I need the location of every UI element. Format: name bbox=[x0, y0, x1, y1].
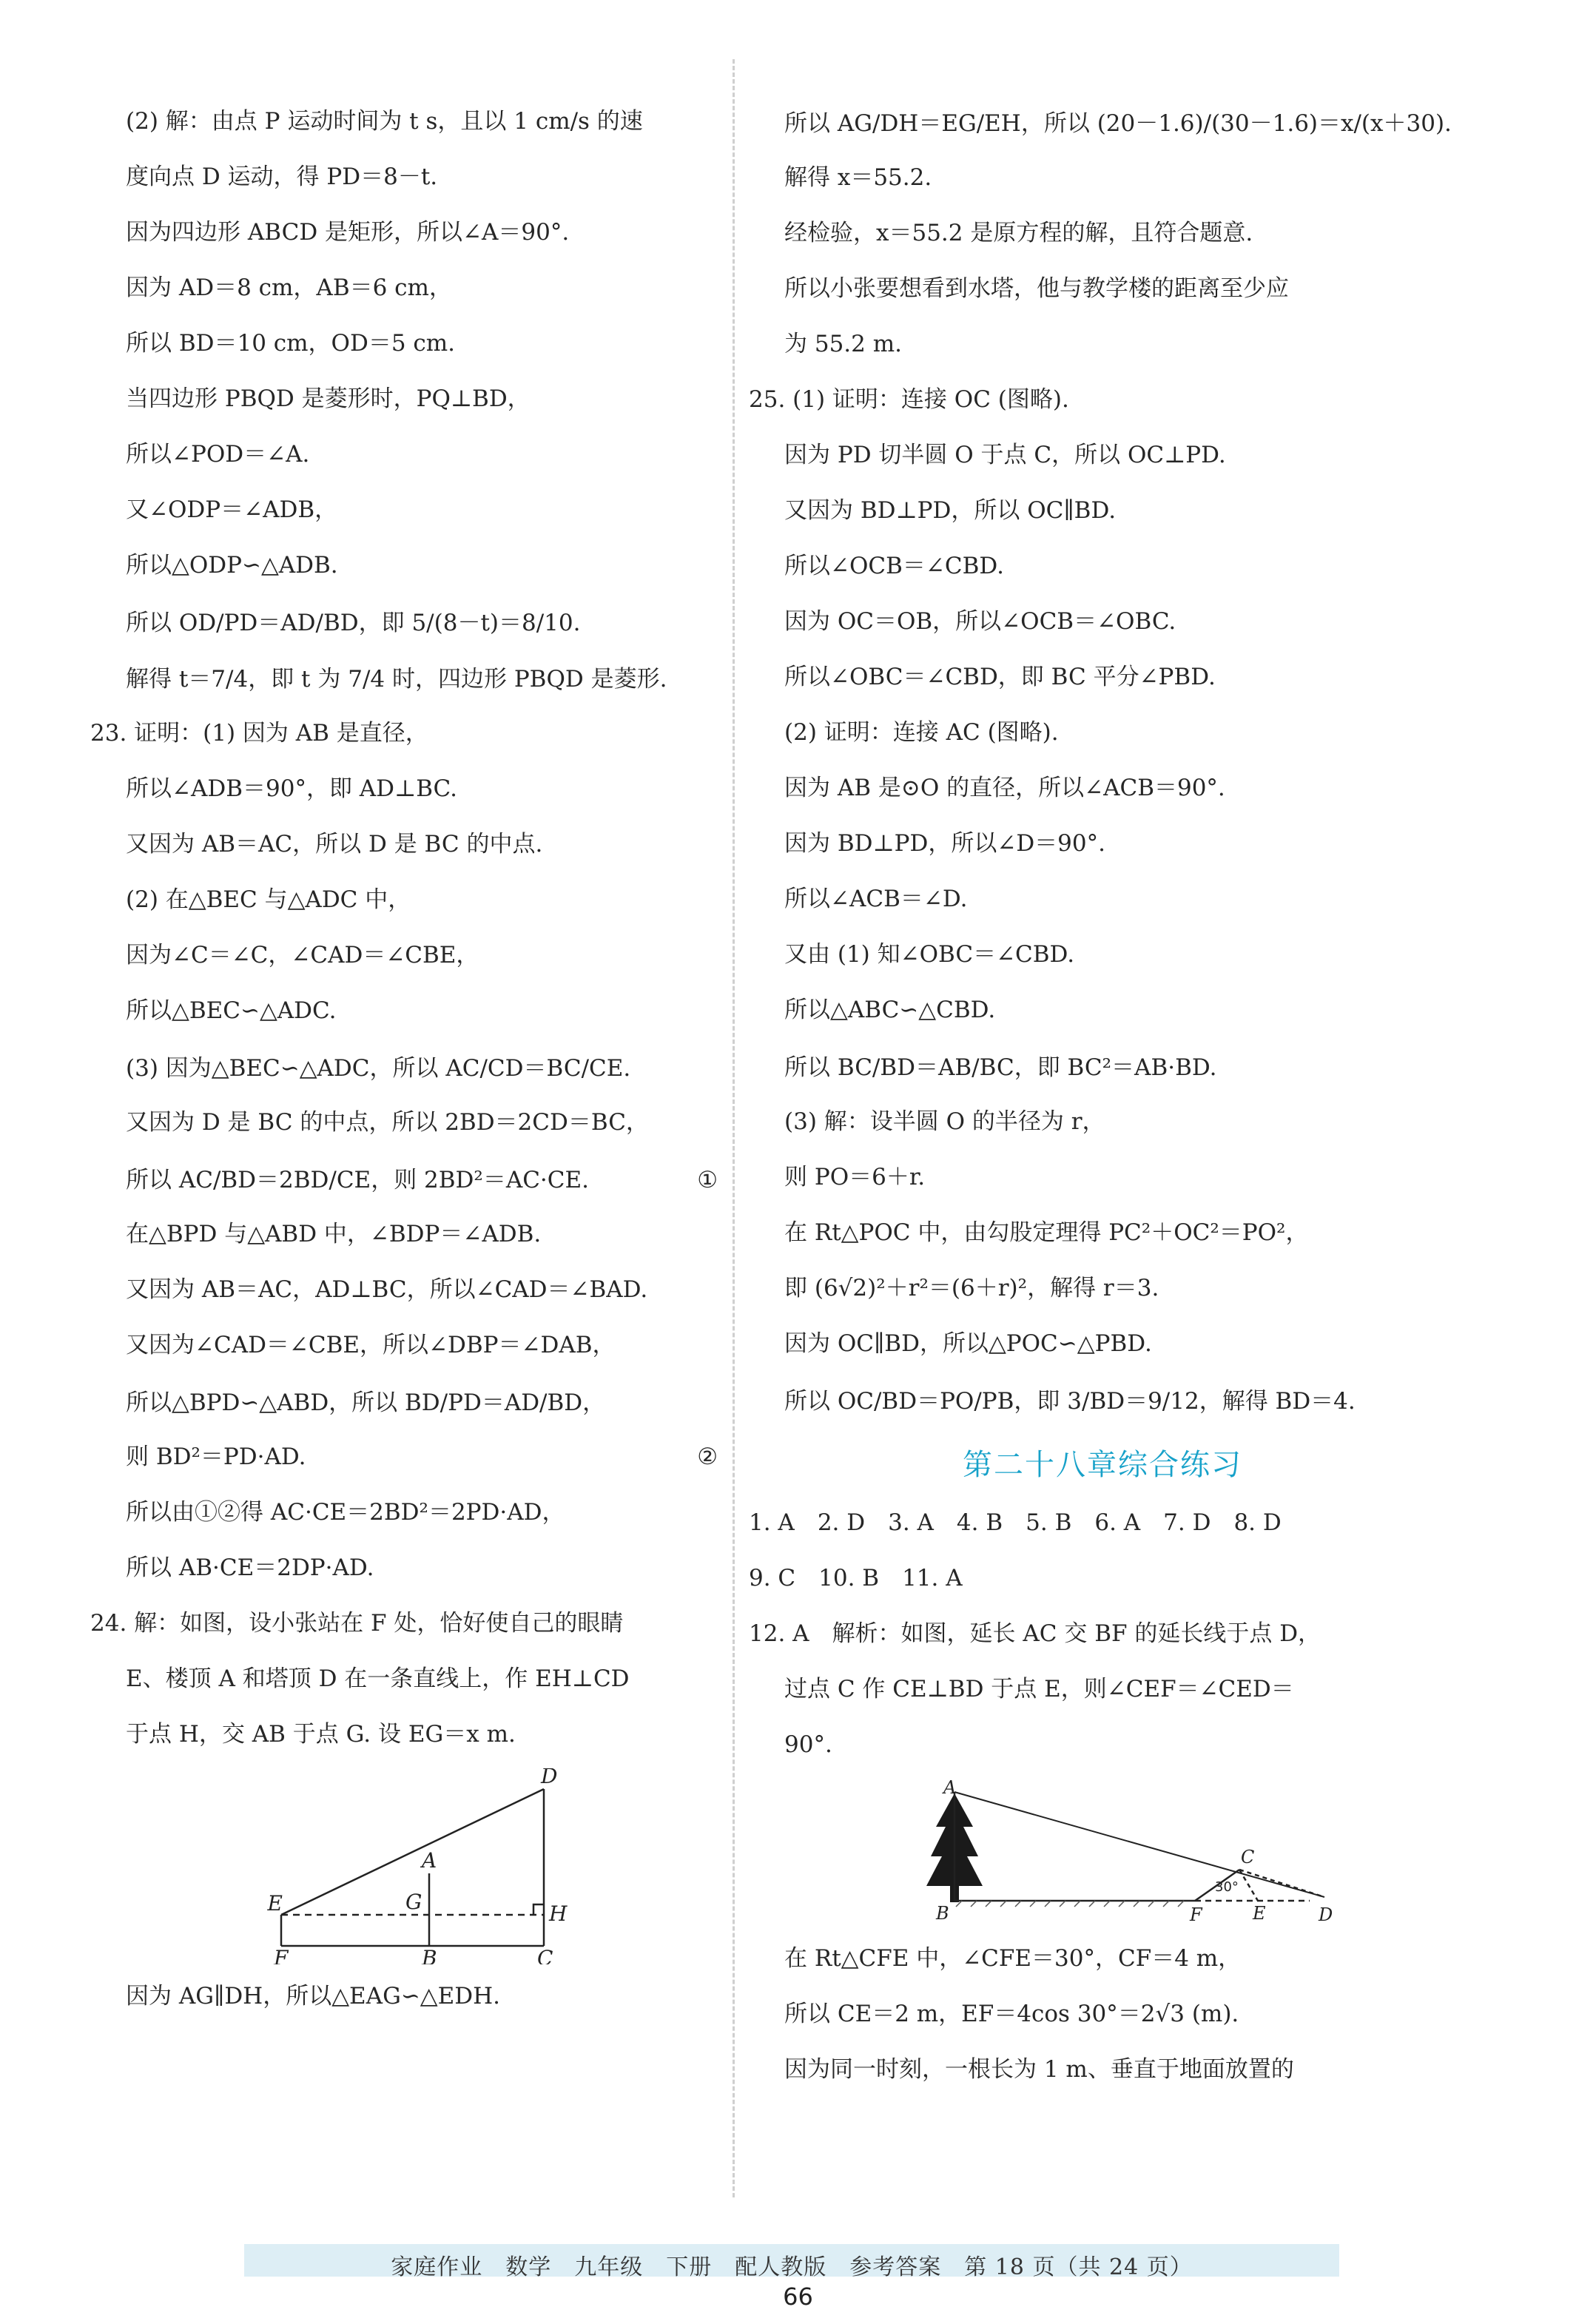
figure-24-diagram bbox=[126, 1768, 718, 1964]
text-line: 又因为 AB＝AC，AD⊥BC，所以∠CAD＝∠BAD. bbox=[126, 1276, 648, 1303]
text-line: 因为 AB 是⊙O 的直径，所以∠ACB＝90°. bbox=[784, 775, 1225, 801]
chapter-heading: 第二十八章综合练习 bbox=[963, 1448, 1242, 1482]
text-line: 在 Rt△POC 中，由勾股定理得 PC²＋OC²＝PO²， bbox=[784, 1219, 1309, 1246]
footer-text: 家庭作业 数学 九年级 下册 配人教版 参考答案 第 18 页（共 24 页） bbox=[391, 2254, 1193, 2280]
question-12-line: 12. A 解析：如图，延长 AC 交 BF 的延长线于点 D， bbox=[749, 1620, 1321, 1647]
text-line: 因为四边形 ABCD 是矩形，所以∠A＝90°. bbox=[126, 219, 570, 246]
text-line: 所以 BD＝10 cm，OD＝5 cm. bbox=[126, 330, 456, 357]
text-line: 所以△ODP∽△ADB. bbox=[126, 552, 338, 579]
text-line: 过点 C 作 CE⊥BD 于点 E，则∠CEF＝∠CED＝ bbox=[784, 1676, 1294, 1702]
text-line: 经检验，x＝55.2 是原方程的解，且符合题意. bbox=[784, 220, 1253, 246]
text-line: 又因为 D 是 BC 的中点，所以 2BD＝2CD＝BC， bbox=[126, 1109, 649, 1136]
text-line: 因为∠C＝∠C，∠CAD＝∠CBE， bbox=[126, 942, 479, 969]
text-line: 所以由①②得 AC·CE＝2BD²＝2PD·AD， bbox=[126, 1499, 565, 1526]
label-C: C bbox=[1241, 1847, 1255, 1867]
footer-band bbox=[244, 2244, 1339, 2280]
text-line: 则 PO＝6＋r. bbox=[784, 1164, 926, 1190]
text-line: E、楼顶 A 和塔顶 D 在一条直线上，作 EH⊥CD bbox=[126, 1665, 630, 1692]
text-line: 于点 H，交 AB 于点 G. 设 EG＝x m. bbox=[126, 1721, 516, 1748]
text-line: 所以△BPD∽△ABD，所以 BD/PD＝AD/BD， bbox=[126, 1389, 606, 1416]
column-divider bbox=[733, 59, 735, 2197]
right-column bbox=[749, 107, 1452, 2111]
text-line: 所以∠ADB＝90°，即 AD⊥BC. bbox=[126, 775, 458, 802]
label-D: D bbox=[1319, 1904, 1333, 1925]
answers-row-1: 1. A 2. D 3. A 4. B 5. B 6. A 7. D 8. D bbox=[749, 1509, 1282, 1536]
text-line: 为 55.2 m. bbox=[784, 331, 902, 357]
text-line: 因为 OC∥BD，所以△POC∽△PBD. bbox=[784, 1330, 1152, 1357]
question-25-line: 25. (1) 证明：连接 OC (图略). bbox=[749, 386, 1069, 413]
circled-mark-1: ① bbox=[697, 1167, 718, 1193]
text-line: 在△BPD 与△ABD 中，∠BDP＝∠ADB. bbox=[126, 1221, 542, 1247]
question-23-line: 23. 证明：(1) 因为 AB 是直径， bbox=[90, 720, 428, 747]
label-E: E bbox=[1253, 1903, 1266, 1924]
text-line: 所以 OD/PD＝AD/BD，即 5/(8－t)＝8/10. bbox=[126, 610, 581, 636]
text-line: 所以∠OCB＝∠CBD. bbox=[784, 553, 1004, 579]
text-line: 度向点 D 运动，得 PD＝8－t. bbox=[126, 164, 438, 190]
text-line: 因为 BD⊥PD，所以∠D＝90°. bbox=[784, 830, 1105, 857]
text-line: 当四边形 PBQD 是菱形时，PQ⊥BD， bbox=[126, 385, 531, 412]
label-G: G bbox=[405, 1890, 422, 1914]
label-F: F bbox=[274, 1946, 289, 1964]
angle-label: 30° bbox=[1215, 1879, 1239, 1895]
answers-row-2: 9. C 10. B 11. A bbox=[749, 1565, 963, 1591]
text-line: (2) 解：由点 P 运动时间为 t s，且以 1 cm/s 的速 bbox=[126, 108, 643, 135]
text-line: 所以 AB·CE＝2DP·AD. bbox=[126, 1554, 374, 1581]
label-F: F bbox=[1190, 1904, 1202, 1925]
text-line: 在 Rt△CFE 中，∠CFE＝30°，CF＝4 m， bbox=[784, 1945, 1242, 1972]
text-line: 因为 AD＝8 cm，AB＝6 cm， bbox=[126, 274, 452, 301]
label-B: B bbox=[422, 1946, 437, 1964]
page-number: 66 bbox=[783, 2283, 813, 2311]
text-line: 所以∠OBC＝∠CBD，即 BC 平分∠PBD. bbox=[784, 664, 1216, 690]
text-line: 又∠ODP＝∠ADB， bbox=[126, 496, 338, 523]
text-line: (2) 证明：连接 AC (图略). bbox=[784, 719, 1059, 746]
circled-mark-2: ② bbox=[697, 1444, 718, 1470]
text-line: (3) 因为△BEC∽△ADC，所以 AC/CD＝BC/CE. bbox=[126, 1055, 631, 1082]
label-C: C bbox=[537, 1946, 553, 1964]
text-line bbox=[126, 1443, 718, 1471]
text-line: 又因为 BD⊥PD，所以 OC∥BD. bbox=[784, 497, 1117, 524]
text-line: 所以∠ACB＝∠D. bbox=[784, 886, 968, 912]
text-line: 即 (6√2)²＋r²＝(6＋r)²，解得 r＝3. bbox=[784, 1275, 1159, 1301]
text-line: 解得 t＝7/4，即 t 为 7/4 时，四边形 PBQD 是菱形. bbox=[126, 666, 667, 693]
text-line: 又因为 AB＝AC，所以 D 是 BC 的中点. bbox=[126, 831, 543, 858]
question-24-line: 24. 解：如图，设小张站在 F 处，恰好使自己的眼睛 bbox=[90, 1610, 624, 1637]
text-line: 所以小张要想看到水塔，他与教学楼的距离至少应 bbox=[784, 275, 1289, 302]
text-line: 因为 PD 切半圆 O 于点 C，所以 OC⊥PD. bbox=[784, 442, 1226, 468]
left-column bbox=[90, 107, 718, 2038]
text-line: 因为 AG∥DH，所以△EAG∽△EDH. bbox=[126, 1983, 501, 2010]
text-line: 所以∠POD＝∠A. bbox=[126, 441, 310, 468]
text-line: 所以 BC/BD＝AB/BC，即 BC²＝AB·BD. bbox=[784, 1054, 1217, 1081]
label-B: B bbox=[936, 1903, 949, 1924]
text-line: 因为 OC＝OB，所以∠OCB＝∠OBC. bbox=[784, 608, 1176, 635]
text-line: 因为同一时刻，一根长为 1 m、垂直于地面放置的 bbox=[784, 2056, 1294, 2083]
text-line: 所以 AG/DH＝EG/EH，所以 (20－1.6)/(30－1.6)＝x/(x＋30). bbox=[784, 110, 1452, 137]
text-line: 90°. bbox=[784, 1731, 832, 1758]
text-line: 所以 CE＝2 m，EF＝4cos 30°＝2√3 (m). bbox=[784, 2001, 1239, 2027]
text-line: (2) 在△BEC 与△ADC 中， bbox=[126, 886, 411, 913]
label-A: A bbox=[422, 1848, 437, 1873]
text-line: 所以△ABC∽△CBD. bbox=[784, 997, 996, 1023]
label-A: A bbox=[943, 1779, 957, 1798]
equation-2: 则 BD²＝PD·AD. bbox=[126, 1444, 306, 1470]
text-line: 又因为∠CAD＝∠CBE，所以∠DBP＝∠DAB， bbox=[126, 1332, 616, 1358]
label-D: D bbox=[541, 1768, 558, 1788]
figure-12-diagram bbox=[784, 1779, 1450, 1927]
text-line bbox=[126, 1164, 718, 1196]
text-line: 解得 x＝55.2. bbox=[784, 164, 932, 191]
text-line: 所以 OC/BD＝PO/PB，即 3/BD＝9/12，解得 BD＝4. bbox=[784, 1388, 1356, 1415]
equation-1: 所以 AC/BD＝2BD/CE，则 2BD²＝AC·CE. bbox=[126, 1167, 589, 1193]
text-line: 所以△BEC∽△ADC. bbox=[126, 997, 337, 1024]
label-E: E bbox=[267, 1891, 283, 1916]
text-line: (3) 解：设半圆 O 的半径为 r， bbox=[784, 1108, 1105, 1135]
label-H: H bbox=[549, 1901, 568, 1926]
text-line: 又由 (1) 知∠OBC＝∠CBD. bbox=[784, 941, 1075, 968]
